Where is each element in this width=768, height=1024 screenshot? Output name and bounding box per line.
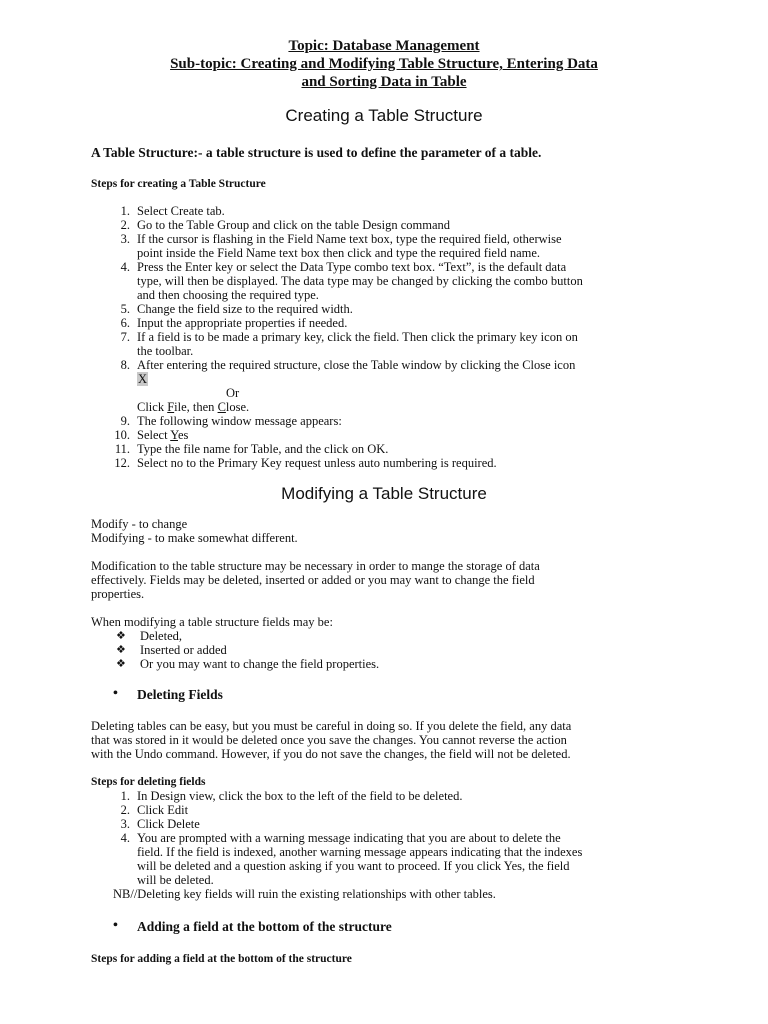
definition-modify: Modify - to change (91, 517, 188, 531)
step-text: Select no to the Primary Key request unless auto numbering is required. (137, 456, 497, 470)
click-file-close (137, 400, 249, 414)
step-text: will be deleted. (137, 873, 214, 887)
modifying-fields-intro: When modifying a table structure fields may be: (91, 615, 333, 629)
steps-heading-adding: Steps for adding a field at the bottom of the structure (91, 953, 352, 965)
step-text: If a field is to be made a primary key, click the field. Then click the primary key icon on (137, 330, 578, 344)
step-number: 1. (120, 789, 130, 803)
step-number: 3. (120, 232, 130, 246)
diamond-bullet-icon: ❖ (116, 630, 126, 642)
select-yes-part: Select (137, 428, 171, 442)
subtopic-heading-line1: Sub-topic: Creating and Modifying Table Structure, Entering Data (170, 56, 598, 72)
step-text: field. If the field is indexed, another warning message appears indicating that the indexes (137, 845, 583, 859)
yes-underline-letter: Y (170, 428, 178, 442)
step-text: Select Create tab. (137, 204, 225, 218)
definition-modifying: Modifying - to make somewhat different. (91, 531, 298, 545)
step-text: the toolbar. (137, 344, 194, 358)
steps-heading-deleting: Steps for deleting fields (91, 776, 206, 788)
select-yes-part: es (177, 428, 189, 442)
step-text: Type the file name for Table, and the click on OK. (137, 442, 389, 456)
step-text: The following window message appears: (137, 414, 342, 428)
deleting-paragraph: that was stored in it would be deleted once you save the changes. You cannot reverse the action (91, 733, 567, 747)
adding-field-heading: Adding a field at the bottom of the structure (137, 919, 392, 934)
option-item: Deleted, (140, 629, 182, 643)
step-number: 11. (114, 442, 130, 456)
step-number: 9. (120, 414, 130, 428)
click-file-close-part: ile, then (174, 400, 218, 414)
steps-heading-creating: Steps for creating a Table Structure (91, 178, 266, 190)
step-text: type, will then be displayed. The data type may be changed by clicking the combo button (137, 274, 583, 288)
section-title-modifying: Modifying a Table Structure (281, 484, 487, 503)
step-number: 1. (120, 204, 130, 218)
modification-paragraph: Modification to the table structure may be necessary in order to mange the storage of data (91, 559, 540, 573)
step-text: Input the appropriate properties if needed. (137, 316, 348, 330)
step-number: 7. (120, 330, 130, 344)
diamond-bullet-icon: ❖ (116, 658, 126, 670)
modification-paragraph: effectively. Fields may be deleted, inserted or added or you may want to change the field (91, 573, 535, 587)
bullet-icon: • (113, 686, 118, 701)
step-text: After entering the required structure, close the Table window by clicking the Close icon (137, 358, 576, 372)
step-text: You are prompted with a warning message indicating that you are about to delete the (137, 831, 561, 845)
option-item: Inserted or added (140, 643, 227, 657)
diamond-bullet-icon: ❖ (116, 644, 126, 656)
step-text: Change the field size to the required width. (137, 302, 353, 316)
close-underline-letter: C (217, 400, 226, 414)
or-text: Or (226, 386, 240, 400)
step-text: In Design view, click the box to the left of the field to be deleted. (137, 789, 463, 803)
step-text: Go to the Table Group and click on the table Design command (137, 218, 451, 232)
close-icon-label: X (138, 372, 148, 386)
nb-note: NB//Deleting key fields will ruin the existing relationships with other tables. (113, 887, 496, 901)
step-number: 10. (114, 428, 130, 442)
step-text: Click Delete (137, 817, 200, 831)
step-text-select-yes (137, 428, 188, 442)
step-text: If the cursor is flashing in the Field Name text box, type the required field, otherwise (137, 232, 562, 246)
topic-heading: Topic: Database Management (288, 38, 480, 54)
step-text: Press the Enter key or select the Data Type combo text box. “Text”, is the default data (137, 260, 567, 274)
section-title-creating: Creating a Table Structure (285, 106, 483, 125)
step-number: 4. (120, 831, 130, 845)
bullet-icon: • (113, 918, 118, 933)
step-number: 3. (120, 817, 130, 831)
deleting-paragraph: Deleting tables can be easy, but you must be careful in doing so. If you delete the field, any data (91, 719, 572, 733)
step-text: point inside the Field Name text box then click and type the required field name. (137, 246, 541, 260)
step-text: and then choosing the required type. (137, 288, 319, 302)
step-number: 8. (120, 358, 130, 372)
file-underline-letter: F (167, 400, 175, 414)
click-file-close-part: lose. (225, 400, 250, 414)
click-file-close-part: Click (137, 400, 168, 414)
subtopic-heading-line2: and Sorting Data in Table (301, 74, 467, 90)
step-number: 2. (120, 218, 130, 232)
option-item: Or you may want to change the field properties. (140, 657, 380, 671)
step-number: 6. (120, 316, 130, 330)
modification-paragraph: properties. (91, 587, 145, 601)
step-number: 2. (120, 803, 130, 817)
step-text: Click Edit (137, 803, 189, 817)
step-number: 12. (114, 456, 130, 470)
step-text: will be deleted and a question asking if you want to proceed. If you click Yes, the field (137, 859, 570, 873)
deleting-fields-heading: Deleting Fields (137, 687, 223, 702)
step-number: 5. (120, 302, 130, 316)
close-icon (137, 372, 148, 386)
table-structure-definition: A Table Structure:- a table structure is used to define the parameter of a table. (91, 145, 542, 160)
step-number: 4. (120, 260, 130, 274)
deleting-paragraph: with the Undo command. However, if you do not save the changes, the field will not be deleted. (91, 747, 571, 761)
